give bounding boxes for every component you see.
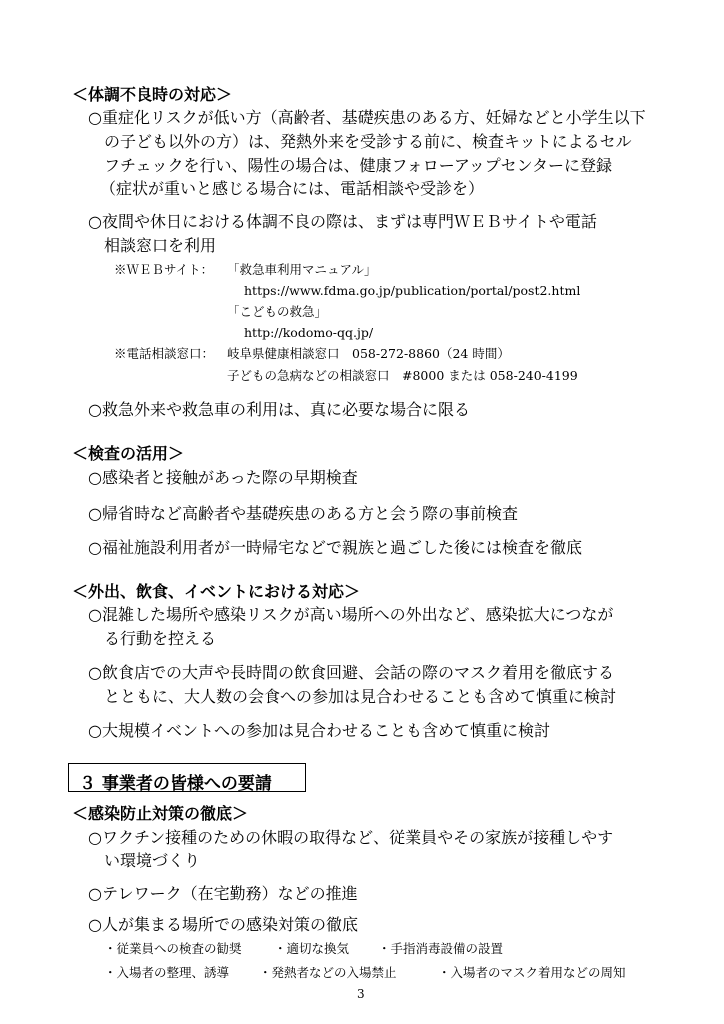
testing-item3: ○福祉施設利用者が一時帰宅などで親族と過ごした後には検査を徹底 [88,538,582,557]
illness-item2-line2: 相談窓口を利用 [104,236,217,255]
outings-item2-line2: とともに、大人数の会食への参加は見合わせることも含めて慎重に検討 [104,687,617,706]
prevention-item2: ○テレワーク（在宅勤務）などの推進 [88,884,358,903]
chapter-title-box [68,763,306,792]
prevention-item3: ○人が集まる場所での感染対策の徹底 [88,915,358,934]
outings-item1-line1: ○混雑した場所や感染リスクが高い場所への外出など、感染拡大につなが [88,605,614,624]
section-heading-testing: ＜検査の活用＞ [72,444,185,463]
outings-item3: ○大規模イベントへの参加は見合わせることも含めて慎重に検討 [88,721,550,740]
bullet-fever-entry-ban: ・発熱者などの入場禁止 [259,965,397,980]
web-label: ※ＷＥＢサイト： [114,262,214,277]
prevention-item1-line2: い環境づくり [104,851,201,870]
section-heading-outings: ＜外出、飲食、イベントにおける対応＞ [72,582,361,601]
bullet-sanitizer: ・手指消毒設備の設置 [378,941,504,956]
chapter-title: ３ 事業者の皆様への要請 [79,774,272,794]
illness-item2-line1: ○夜間や休日における体調不良の際は、まずは専門ＷＥＢサイトや電話 [88,212,597,231]
prevention-item1-line1: ○ワクチン接種のための休暇の取得など、従業員やその家族が接種しやす [88,828,614,847]
web2-url[interactable]: http://kodomo-qq.jp/ [244,325,374,340]
illness-item1-line1: ○重症化リスクが低い方（高齢者、基礎疾患のある方、妊婦などと小学生以下 [88,108,646,127]
bullet-mask-notice: ・入場者のマスク着用などの周知 [438,965,626,980]
section-heading-prevention: ＜感染防止対策の徹底＞ [72,804,249,823]
testing-item2: ○帰省時など高齢者や基礎疾患のある方と会う際の事前検査 [88,504,518,523]
web1-url[interactable]: https://www.fdma.go.jp/publication/portal/post2.html [244,283,581,298]
illness-item1-line3: フチェックを行い、陽性の場合は、健康フォローアップセンターに登録 [104,156,613,175]
phone-label: ※電話相談窓口： [114,346,215,361]
bullet-visitor-guidance: ・入場者の整理、誘導 [104,965,230,980]
web2-name: 「こどもの救急」 [227,304,328,319]
phone-line1: 岐阜県健康相談窓口 058-272-8860（24 時間） [227,346,510,361]
outings-item2-line1: ○飲食店での大声や長時間の飲食回避、会話の際のマスク着用を徹底する [88,663,614,682]
illness-item1-line2: の子ども以外の方）は、発熱外来を受診する前に、検査キットによるセル [104,132,632,151]
outings-item1-line2: る行動を控える [104,629,217,648]
page-number: 3 [357,987,365,1001]
bullet-ventilation: ・適切な換気 [274,941,350,956]
section-heading-illness: ＜体調不良時の対応＞ [72,85,233,104]
illness-item1-line4: （症状が重いと感じる場合には、電話相談や受診を） [100,179,485,198]
phone-line2: 子どもの急病などの相談窓口 #8000 または 058-240-4199 [227,368,578,383]
bullet-employee-testing: ・従業員への検査の勧奨 [104,941,242,956]
web1-name: 「救急車利用マニュアル」 [227,262,377,277]
testing-item1: ○感染者と接触があった際の早期検査 [88,468,358,487]
illness-item3: ○救急外来や救急車の利用は、真に必要な場合に限る [88,400,470,419]
